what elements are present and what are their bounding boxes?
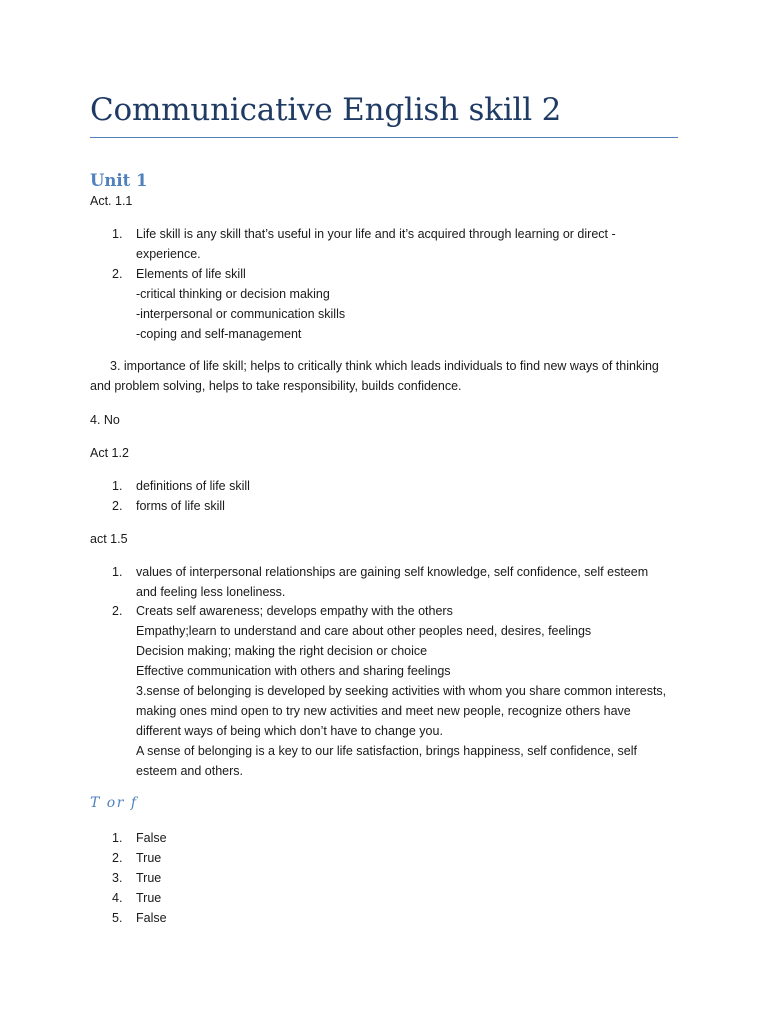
list-item-text: forms of life skill: [136, 499, 225, 513]
list-number: 2.: [112, 267, 123, 281]
list-item-text: Effective communication with others and sharing feelings: [136, 664, 451, 678]
act-1-1-label: Act. 1.1: [90, 194, 133, 208]
act-1-2-label: Act 1.2: [90, 446, 129, 460]
list-item-text: -coping and self-management: [136, 327, 302, 341]
list-item-text: Decision making; making the right decision or choice: [136, 644, 428, 658]
list-number: 1.: [112, 831, 123, 845]
list-number: 5.: [112, 911, 123, 925]
list-item-text: True: [136, 891, 162, 905]
list-item-text: Empathy;learn to understand and care about other peoples need, desires, feelings: [136, 624, 592, 638]
document-page: [90, 0, 678, 1024]
list-item-text: Creats self awareness; develops empathy with the others: [136, 604, 453, 618]
list-number: 3.: [112, 871, 123, 885]
unit-heading: Unit 1: [90, 171, 148, 190]
list-number: 1.: [112, 227, 123, 241]
list-item-text: False: [136, 831, 167, 845]
list-item-text: Elements of life skill: [136, 267, 246, 281]
item-3-paragraph: 3. importance of life skill; helps to critically think which leads individuals to find new ways of thinking and problem solving, helps to take responsibility, builds confidence.: [90, 359, 659, 393]
list-item-text: different ways of being which don’t have to change you.: [136, 724, 443, 738]
list-number: 2.: [112, 499, 123, 513]
list-item-text: 3.sense of belonging is developed by seeking activities with whom you share common interests,: [136, 684, 667, 698]
true-false-heading: T or f: [90, 795, 138, 811]
list-number: 4.: [112, 891, 123, 905]
list-number: 1.: [112, 479, 123, 493]
act-1-5-label: act 1.5: [90, 532, 128, 546]
list-number: 2.: [112, 604, 123, 618]
list-item-text: definitions of life skill: [136, 479, 250, 493]
list-item-text: and feeling less loneliness.: [136, 585, 286, 599]
item-4-text: 4. No: [90, 413, 120, 427]
list-number: 2.: [112, 851, 123, 865]
list-item-text: False: [136, 911, 167, 925]
list-item-text: True: [136, 851, 162, 865]
list-item-text: values of interpersonal relationships are gaining self knowledge, self confidence, self esteem: [136, 565, 649, 579]
list-number: 1.: [112, 565, 123, 579]
list-item-text: making ones mind open to try new activities and meet new people, recognize others have: [136, 704, 631, 718]
list-item-text: -interpersonal or communication skills: [136, 307, 346, 321]
list-item-text: esteem and others.: [136, 764, 244, 778]
title-underline: [90, 137, 678, 138]
list-item-text: True: [136, 871, 162, 885]
list-item-text: experience.: [136, 247, 201, 261]
list-item-text: -critical thinking or decision making: [136, 287, 330, 301]
list-item-text: A sense of belonging is a key to our life satisfaction, brings happiness, self confidence, self: [136, 744, 637, 758]
document-title: Communicative English skill 2: [90, 92, 562, 128]
list-item-text: Life skill is any skill that’s useful in your life and it’s acquired through learning or direct -: [136, 227, 616, 241]
